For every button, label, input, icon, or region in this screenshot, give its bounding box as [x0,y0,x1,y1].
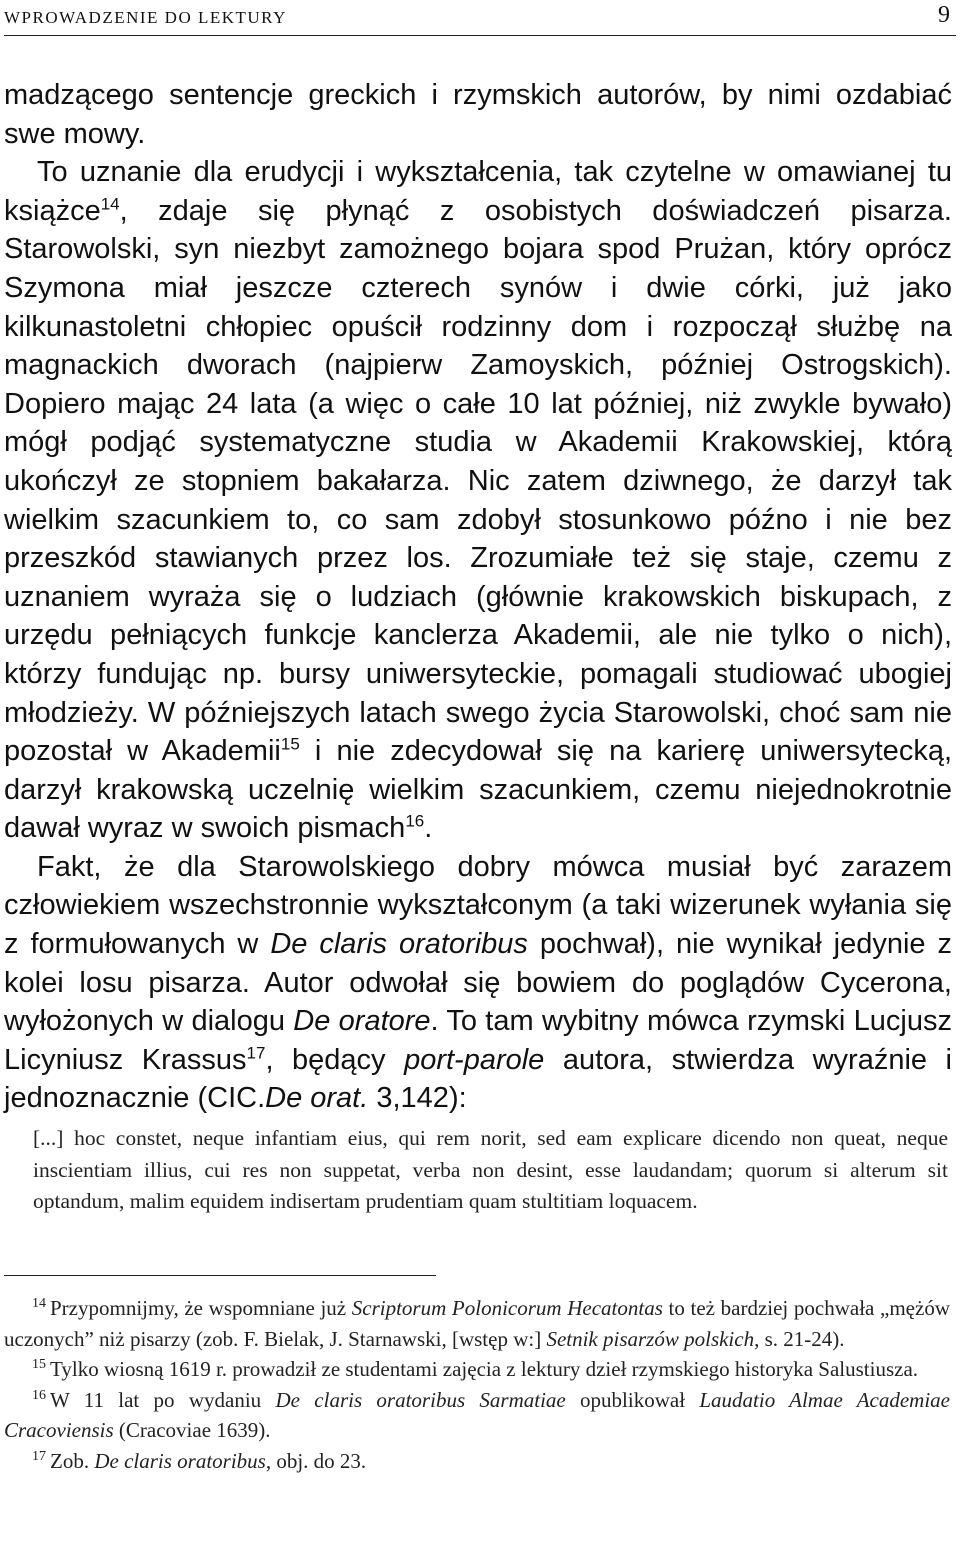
block-quote: [...] hoc constet, neque infantiam eius, qui rem norit, sed eam explicare dicendo non queat, neque inscientiam illius, cui res non suppetat, verba non desint, esse laudandam; quorum si alterum sit optandum, malim equidem indisertam prudentiam quam stultitiam loquacem. [33,1126,948,1213]
book-title: Laudatio Almae Academiae Cracoviensis [4,1387,950,1442]
running-header [4,0,956,40]
text-run: opublikował [565,1387,700,1412]
text-run: 3,142): [368,1082,467,1115]
text-run: , będący [265,1043,405,1076]
main-text [4,76,952,1118]
footnote-number: 17 [32,1448,46,1464]
book-title: De claris oratoribus [94,1448,266,1473]
book-title: De claris oratoribus Sarmatiae [275,1387,566,1412]
footnote-ref: 16 [405,811,425,831]
footnote [4,1354,950,1385]
citation-title: De orat. [265,1082,369,1115]
footnote-ref: 17 [246,1043,266,1063]
text-run: i nie zdecydował się na karierę uniwersytecką, darzył krakowską uczelnię wielkim szacunkiem, czemu niejednokrotnie dawał wyraz w swoich pismach [4,735,952,845]
text-run: To uznanie dla erudycji i wykształcenia, tak czytelne w omawianej tu książce [4,156,952,227]
footnote [4,1293,950,1354]
text-run: , obj. do 23. [265,1448,367,1473]
book-title: De claris oratoribus [270,928,528,961]
footnote [4,1385,950,1446]
text-run: autora, stwierdza wyraźnie i jednoznacznie (CIC. [4,1043,952,1115]
text-run: W 11 lat po wydaniu [50,1387,276,1412]
book-title: De oratore [293,1005,431,1038]
text-run: Przypomnijmy, że wspomniane już [50,1296,352,1320]
footnote-number: 16 [32,1387,46,1403]
text-run: pochwał), nie wynikał jedynie z kolei losu pisarza. Autor odwołał się bowiem do poglądów Cycerona, wyłożonych w dialogu [4,928,952,1038]
text-run: . [424,812,433,845]
paragraph-continued: madzącego sentencje greckich i rzymskich autorów, by nimi ozdabiać swe mowy. [4,79,952,150]
text-run: Tylko wiosną 1619 r. prowadził ze studentami zajęcia z lektury dzieł rzymskiego historyka Salustiusza. [50,1357,919,1381]
text-run: Zob. [50,1448,95,1473]
running-title: WPROWADZENIE DO LEKTURY [4,8,287,27]
footnote-number: 14 [32,1296,46,1311]
page-number: 9 [938,2,950,28]
text-run: . To tam wybitny mówca rzymski Lucjusz Licyniusz Krassus [4,1005,952,1076]
footnotes [4,1293,950,1476]
text-run: to też bardziej pochwała „mężów uczonych” niż pisarzy (zob. F. Bielak, J. Starnawski, [wstęp w:] [4,1296,950,1351]
paragraph [4,153,952,848]
text-run: (Cracoviae 1639). [113,1418,271,1442]
header-rule [4,35,956,36]
text-run: , s. 21-24). [754,1326,845,1351]
footnote-separator [4,1275,436,1276]
text-run: Fakt, że dla Starowolskiego dobry mówca musiał być zarazem człowiekiem wszechstronnie wykształconym (a taki wizerunek wyłania się z formułowanych w [4,850,952,961]
book-title: Scriptorum Polonicorum Hecatontas [351,1296,663,1320]
paragraph [4,848,952,1118]
footnote-ref: 15 [280,734,300,754]
footnote [4,1446,950,1477]
footnote-number: 15 [32,1357,46,1372]
footnote-ref: 14 [100,194,120,214]
book-title: Setnik pisarzów polskich [546,1326,755,1351]
text-run: , zdaje się płynąć z osobistych doświadczeń pisarza. Starowolski, syn niezbyt zamożnego bojara spod Prużan, który oprócz Szymona miał jeszcze czterech synów i dwie córki, już jako kilkunastoletni chłopiec opuścił rodzinny dom i rozpoczął służbę na magnackich dworach (najpierw Zamoyskich, później Ostrogskich). Dopiero mając 24 lata (a więc o całe 10 lat później, niż zwykle bywało) mógł podjąć systematyczne studia w Akademii Krakowskiej, którą ukończył ze stopniem bakałarza. Nic zatem dziwnego, że darzył tak wielkim szacunkiem to, co sam zdobył stosunkowo późno i nie bez przeszkód stawianych przez los. Zrozumiałe też się staje, czemu z uznaniem wyraża się o ludziach (głównie krakowskich biskupach, z urzędu pełniących funkcje kanclerza Akademii, ale nie tylko o nich), którzy fundując np. bursy uniwersyteckie, pomagali studiować ubogiej młodzieży. W późniejszych latach swego życia Starowolski, choć sam nie pozostał w Akademii [4,194,952,768]
italic-term: port-parole [404,1043,545,1076]
